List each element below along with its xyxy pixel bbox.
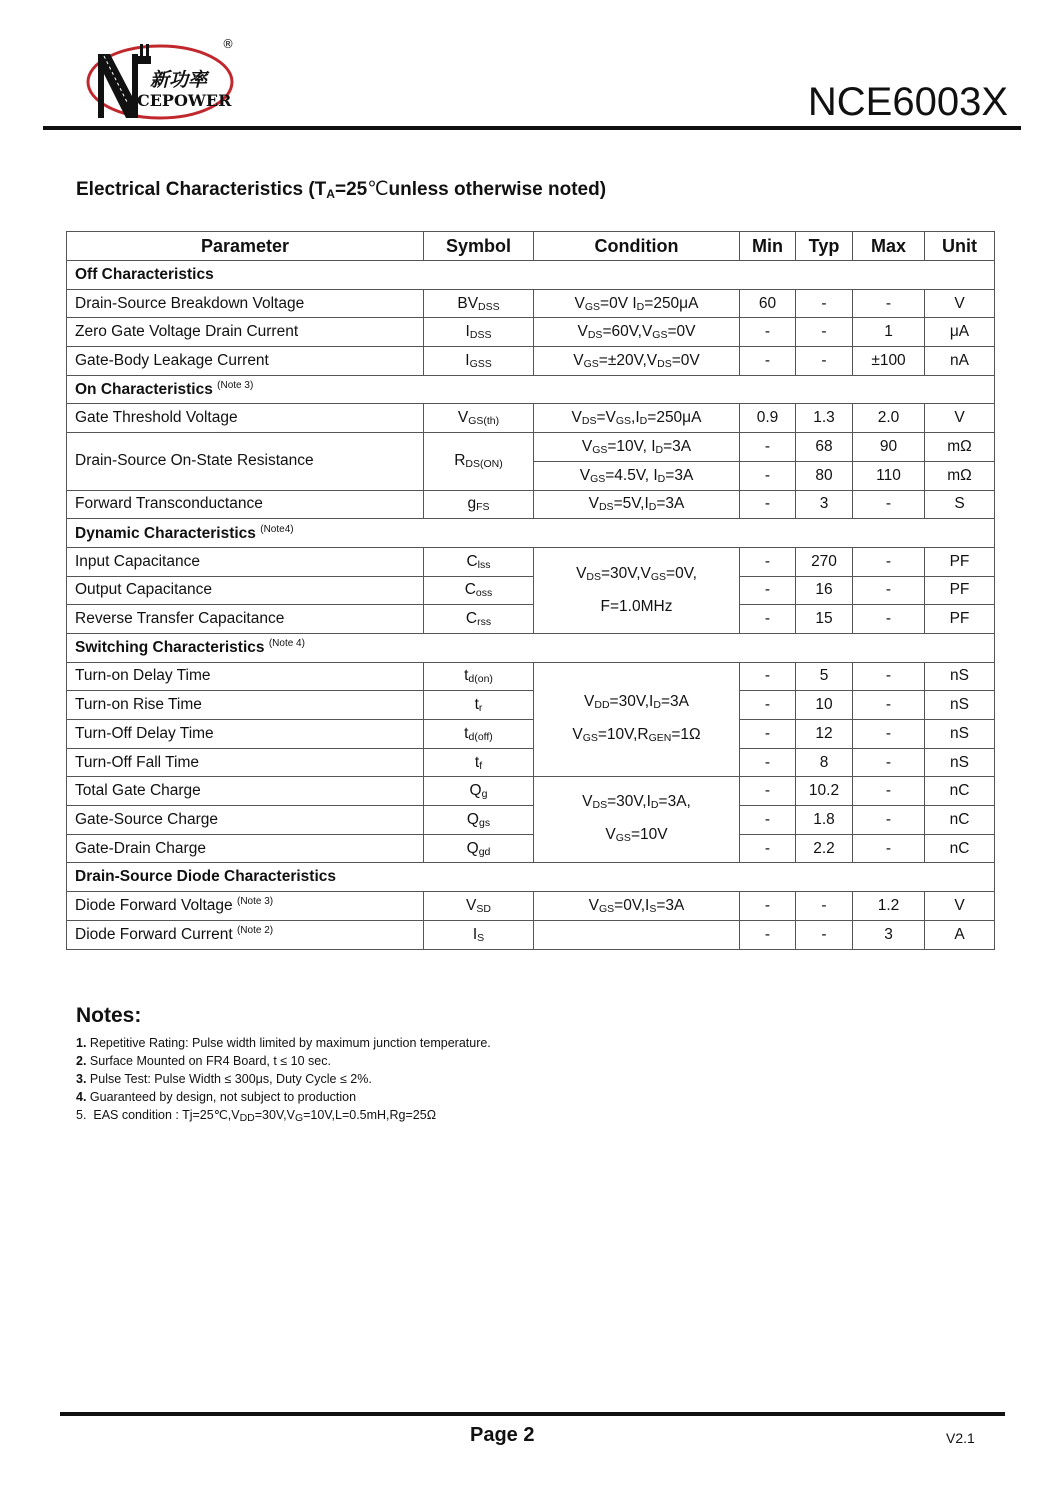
- title-prefix: Electrical Characteristics (T: [76, 179, 327, 200]
- min-cell: -: [740, 347, 796, 376]
- electrical-characteristics-table: [66, 231, 995, 950]
- unit-cell: nC: [925, 834, 995, 863]
- symbol-cell: $I_{GSS}$: [424, 347, 534, 376]
- col-condition: Condition: [534, 232, 740, 261]
- ncepower-logo: [80, 34, 240, 124]
- min-cell: 0.9: [740, 404, 796, 433]
- group-label-cell: [67, 375, 995, 404]
- svg-text:®: ®: [222, 37, 234, 51]
- version-label: V2.1: [946, 1430, 975, 1446]
- unit-cell: V: [925, 404, 995, 433]
- min-cell: -: [740, 547, 796, 576]
- param-cell: Diode Forward Voltage $^{(Note 3)}$: [67, 892, 424, 921]
- symbol-cell: $C_{rss}$: [424, 605, 534, 634]
- col-max: Max: [853, 232, 925, 261]
- param-cell: Forward Transconductance: [67, 490, 424, 519]
- min-cell: -: [740, 892, 796, 921]
- param-cell: Drain-Source On-State Resistance: [67, 433, 424, 490]
- table-row: [67, 576, 995, 605]
- note-item: 4. Guaranteed by design, not subject to production: [76, 1090, 357, 1104]
- condition-cell: $V_{DS}=30V,V_{GS}=0V$, F=1.0MHz: [534, 547, 740, 633]
- param-cell: Turn-on Delay Time: [67, 662, 424, 691]
- min-cell: -: [740, 605, 796, 634]
- table-row: [67, 892, 995, 921]
- param-cell: Turn-Off Delay Time: [67, 720, 424, 749]
- note-item: 1. Repetitive Rating: Pulse width limited by maximum junction temperature.: [76, 1036, 491, 1050]
- max-cell: -: [853, 605, 925, 634]
- group-label: Dynamic Characteristics: [75, 524, 256, 542]
- table-row: [67, 920, 995, 949]
- unit-cell: nC: [925, 777, 995, 806]
- max-cell: -: [853, 547, 925, 576]
- max-cell: 1.2: [853, 892, 925, 921]
- typ-cell: 80: [796, 461, 853, 490]
- typ-cell: 68: [796, 433, 853, 462]
- param-cell: Turn-on Rise Time: [67, 691, 424, 720]
- group-row-off: [67, 261, 995, 290]
- title-sub: A: [326, 187, 335, 201]
- col-symbol: Symbol: [424, 232, 534, 261]
- table-row: [67, 490, 995, 519]
- group-note: (Note 3): [217, 380, 254, 392]
- table-row: [67, 433, 995, 462]
- typ-cell: 2.2: [796, 834, 853, 863]
- max-cell: 110: [853, 461, 925, 490]
- unit-cell: nC: [925, 806, 995, 835]
- param-cell: Gate-Source Charge: [67, 806, 424, 835]
- table-row: [67, 605, 995, 634]
- table-row: [67, 720, 995, 749]
- symbol-cell: $t_{d(on)}$: [424, 662, 534, 691]
- param-cell: Reverse Transfer Capacitance: [67, 605, 424, 634]
- condition-cell: $V_{DD}=30V,I_D=3A$ $V_{GS}=10V,R_{GEN}=1\Omega$: [534, 662, 740, 777]
- unit-cell: mΩ: [925, 461, 995, 490]
- min-cell: -: [740, 834, 796, 863]
- symbol-cell: $C_{oss}$: [424, 576, 534, 605]
- param-cell: Drain-Source Breakdown Voltage: [67, 289, 424, 318]
- min-cell: -: [740, 318, 796, 347]
- table-row: [67, 806, 995, 835]
- param-cell: Output Capacitance: [67, 576, 424, 605]
- condition-cell: $V_{GS}=4.5V$, $I_D=3A$: [534, 461, 740, 490]
- note-item: 5. EAS condition : $Tj=25℃,V_{DD}=30V,V_G=10V,L=0.5mH,Rg=25\Omega$: [76, 1108, 437, 1124]
- unit-cell: PF: [925, 576, 995, 605]
- typ-cell: 3: [796, 490, 853, 519]
- section-title: [76, 178, 606, 201]
- typ-cell: 1.3: [796, 404, 853, 433]
- min-cell: -: [740, 576, 796, 605]
- param-cell: Diode Forward Current $^{(Note 2)}$: [67, 920, 424, 949]
- svg-text:CEPOWER: CEPOWER: [137, 91, 232, 110]
- max-cell: -: [853, 834, 925, 863]
- min-cell: -: [740, 490, 796, 519]
- group-note: (Note4): [260, 523, 294, 535]
- min-cell: -: [740, 720, 796, 749]
- group-label-cell: [67, 519, 995, 548]
- group-row-diode: [67, 863, 995, 892]
- unit-cell: V: [925, 892, 995, 921]
- max-cell: -: [853, 662, 925, 691]
- typ-cell: 270: [796, 547, 853, 576]
- title-suffix: unless otherwise noted): [388, 179, 607, 200]
- svg-text:新功率: 新功率: [150, 69, 208, 91]
- condition-cell: $V_{DS}=30V,I_D=3A$, $V_{GS}=10V$: [534, 777, 740, 863]
- symbol-cell: $t_r$: [424, 691, 534, 720]
- max-cell: -: [853, 289, 925, 318]
- max-cell: ±100: [853, 347, 925, 376]
- typ-cell: -: [796, 920, 853, 949]
- condition-cell: [534, 920, 740, 949]
- title-mid: =25: [334, 179, 368, 200]
- group-label: Switching Characteristics: [75, 639, 265, 657]
- param-cell: Gate-Drain Charge: [67, 834, 424, 863]
- table-row: [67, 347, 995, 376]
- unit-cell: V: [925, 289, 995, 318]
- unit-cell: PF: [925, 547, 995, 576]
- note-item: 3. Pulse Test: Pulse Width ≤ 300μs, Duty Cycle ≤ 2%.: [76, 1072, 372, 1086]
- max-cell: -: [853, 806, 925, 835]
- max-cell: 90: [853, 433, 925, 462]
- group-label: Drain-Source Diode Characteristics: [67, 863, 995, 892]
- min-cell: -: [740, 433, 796, 462]
- param-cell: Turn-Off Fall Time: [67, 748, 424, 777]
- col-typ: Typ: [796, 232, 853, 261]
- symbol-cell: $t_f$: [424, 748, 534, 777]
- group-label: On Characteristics: [75, 381, 213, 399]
- max-cell: -: [853, 490, 925, 519]
- symbol-cell: $g_{FS}$: [424, 490, 534, 519]
- group-label: Off Characteristics: [67, 261, 995, 290]
- group-row-dynamic: [67, 519, 995, 548]
- symbol-cell: $Q_{gd}$: [424, 834, 534, 863]
- col-min: Min: [740, 232, 796, 261]
- param-cell: Gate Threshold Voltage: [67, 404, 424, 433]
- symbol-cell: $BV_{DSS}$: [424, 289, 534, 318]
- unit-cell: A: [925, 920, 995, 949]
- header-row: [67, 232, 995, 261]
- group-note: (Note 4): [268, 638, 305, 650]
- min-cell: -: [740, 806, 796, 835]
- degree-symbol: ℃: [367, 179, 389, 200]
- typ-cell: 10: [796, 691, 853, 720]
- typ-cell: -: [796, 289, 853, 318]
- max-cell: -: [853, 691, 925, 720]
- part-number: NCE6003X: [807, 80, 1008, 124]
- table-row: [67, 547, 995, 576]
- symbol-cell: $Q_g$: [424, 777, 534, 806]
- max-cell: -: [853, 777, 925, 806]
- condition-cell: $V_{GS}=\pm 20V,V_{DS}=0V$: [534, 347, 740, 376]
- unit-cell: nS: [925, 691, 995, 720]
- notes-title: Notes:: [76, 1004, 142, 1027]
- typ-cell: 12: [796, 720, 853, 749]
- symbol-cell: $t_{d(off)}$: [424, 720, 534, 749]
- min-cell: -: [740, 920, 796, 949]
- condition-cell: $V_{DS}=V_{GS},I_D=250\mu A$: [534, 404, 740, 433]
- table-row: [67, 318, 995, 347]
- unit-cell: nS: [925, 720, 995, 749]
- typ-cell: 16: [796, 576, 853, 605]
- group-row-switching: [67, 633, 995, 662]
- typ-cell: 15: [796, 605, 853, 634]
- max-cell: -: [853, 720, 925, 749]
- typ-cell: 8: [796, 748, 853, 777]
- col-parameter: Parameter: [67, 232, 424, 261]
- unit-cell: PF: [925, 605, 995, 634]
- note-item: 2. Surface Mounted on FR4 Board, t ≤ 10 sec.: [76, 1054, 331, 1068]
- typ-cell: -: [796, 318, 853, 347]
- param-cell: Input Capacitance: [67, 547, 424, 576]
- unit-cell: nS: [925, 748, 995, 777]
- table-row: [67, 777, 995, 806]
- unit-cell: nA: [925, 347, 995, 376]
- typ-cell: -: [796, 347, 853, 376]
- typ-cell: 5: [796, 662, 853, 691]
- header-divider: [43, 126, 1021, 130]
- max-cell: 2.0: [853, 404, 925, 433]
- table-row: [67, 748, 995, 777]
- min-cell: -: [740, 691, 796, 720]
- col-unit: Unit: [925, 232, 995, 261]
- condition-cell: $V_{GS}=0V$ $I_D=250\mu A$: [534, 289, 740, 318]
- symbol-cell: $Q_{gs}$: [424, 806, 534, 835]
- max-cell: 1: [853, 318, 925, 347]
- param-cell: Zero Gate Voltage Drain Current: [67, 318, 424, 347]
- max-cell: -: [853, 576, 925, 605]
- symbol-cell: $C_{lss}$: [424, 547, 534, 576]
- param-cell: Gate-Body Leakage Current: [67, 347, 424, 376]
- condition-cell: $V_{DS}=5V,I_D=3A$: [534, 490, 740, 519]
- table-row: [67, 691, 995, 720]
- unit-cell: S: [925, 490, 995, 519]
- table-row: [67, 289, 995, 318]
- condition-cell: $V_{GS}=10V$, $I_D=3A$: [534, 433, 740, 462]
- table-row: [67, 834, 995, 863]
- condition-cell: $V_{GS}=0V,I_S=3A$: [534, 892, 740, 921]
- symbol-cell: $I_{DSS}$: [424, 318, 534, 347]
- table-row: [67, 404, 995, 433]
- condition-cell: $V_{DS}=60V,V_{GS}=0V$: [534, 318, 740, 347]
- min-cell: -: [740, 748, 796, 777]
- page-number: Page 2: [470, 1424, 535, 1446]
- min-cell: -: [740, 777, 796, 806]
- unit-cell: nS: [925, 662, 995, 691]
- typ-cell: 10.2: [796, 777, 853, 806]
- symbol-cell: $V_{SD}$: [424, 892, 534, 921]
- footer-divider: [60, 1412, 1005, 1416]
- symbol-cell: $I_S$: [424, 920, 534, 949]
- unit-cell: mΩ: [925, 433, 995, 462]
- symbol-cell: $R_{DS(ON)}$: [424, 433, 534, 490]
- param-cell: Total Gate Charge: [67, 777, 424, 806]
- min-cell: -: [740, 461, 796, 490]
- symbol-cell: $V_{GS(th)}$: [424, 404, 534, 433]
- notes-section: [76, 1004, 491, 1127]
- max-cell: 3: [853, 920, 925, 949]
- group-row-on: [67, 375, 995, 404]
- typ-cell: -: [796, 892, 853, 921]
- min-cell: 60: [740, 289, 796, 318]
- max-cell: -: [853, 748, 925, 777]
- typ-cell: 1.8: [796, 806, 853, 835]
- min-cell: -: [740, 662, 796, 691]
- table-row: [67, 662, 995, 691]
- group-label-cell: [67, 633, 995, 662]
- unit-cell: μA: [925, 318, 995, 347]
